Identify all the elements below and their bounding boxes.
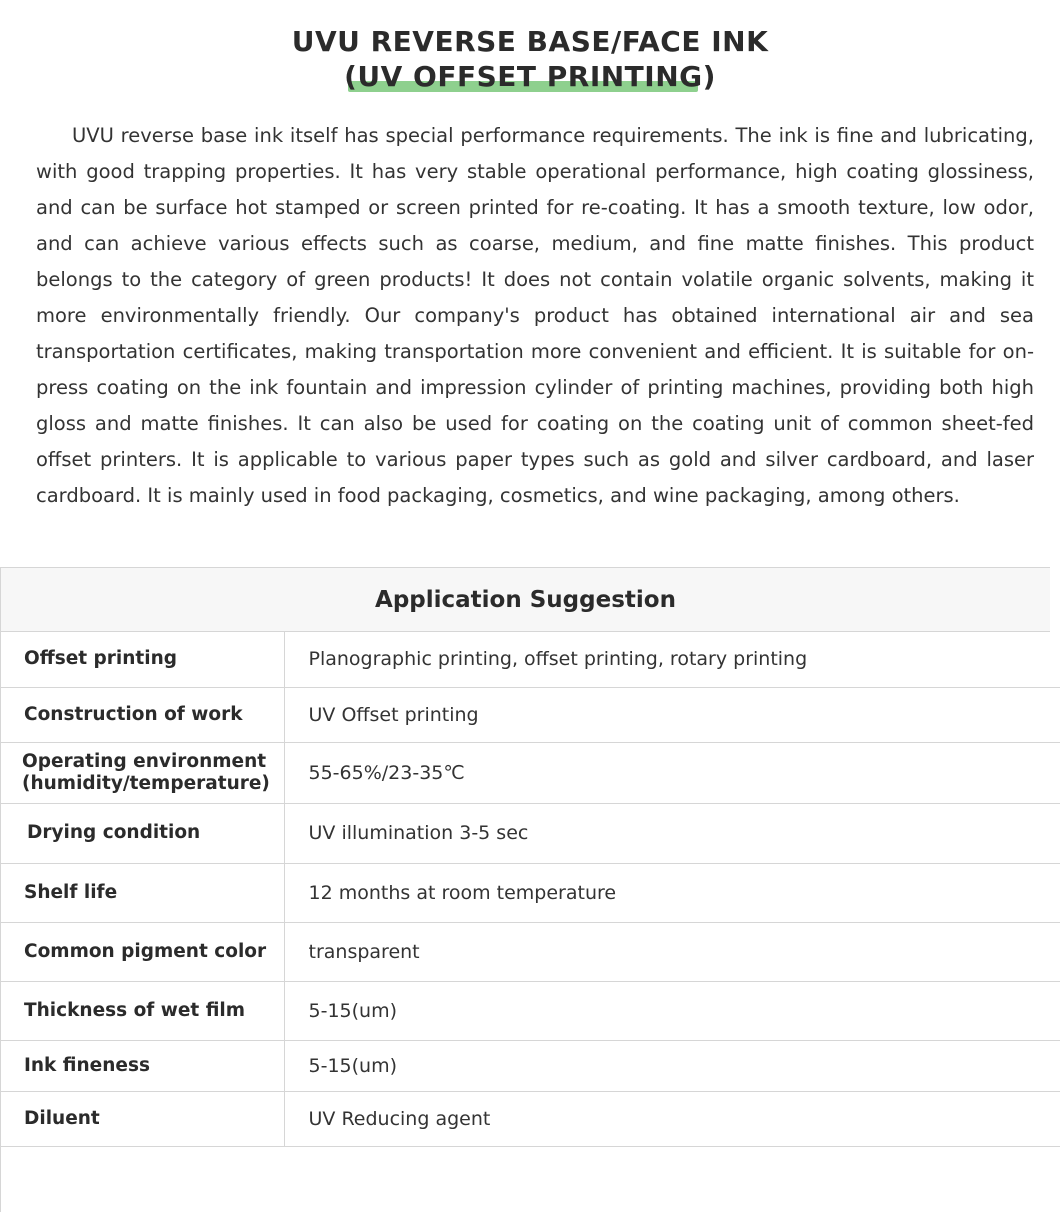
- row-label: Thickness of wet film: [1, 981, 284, 1040]
- table-row: [1, 632, 1060, 687]
- row-value: Planographic printing, offset printing, rotary printing: [284, 632, 1060, 687]
- table-header: Application Suggestion: [1, 567, 1050, 632]
- row-label: Shelf life: [1, 863, 284, 922]
- table-row: [1, 922, 1060, 981]
- table-row: [1, 1040, 1060, 1091]
- row-value: UV illumination 3-5 sec: [284, 803, 1060, 863]
- row-label: Drying condition: [1, 803, 284, 863]
- table-row: [1, 981, 1060, 1040]
- row-value: transparent: [284, 922, 1060, 981]
- row-value: 55-65%/23-35℃: [284, 742, 1060, 803]
- table-row: [1, 803, 1060, 863]
- row-value: 5-15(um): [284, 1040, 1060, 1091]
- title-line-1: UVU REVERSE BASE/FACE INK: [291, 25, 769, 58]
- row-label: Common pigment color: [1, 922, 284, 981]
- table-row: [1, 1091, 1060, 1146]
- row-value: UV Offset printing: [284, 687, 1060, 742]
- title-line-2-text: (UV OFFSET PRINTING): [344, 60, 716, 93]
- row-label: Operating environment (humidity/temperature): [1, 742, 284, 803]
- application-suggestion-table: [0, 567, 1060, 1212]
- page-title: [0, 24, 1060, 94]
- row-label: Offset printing: [1, 632, 284, 687]
- title-line-2: [344, 59, 716, 94]
- table-row: [1, 687, 1060, 742]
- row-label: Ink fineness: [1, 1040, 284, 1091]
- table-row: [1, 742, 1060, 803]
- intro-paragraph: UVU reverse base ink itself has special performance requirements. The ink is fine and lubricating, with good trapping properties. It has very stable operational performance, high coating glossiness, and can be surface hot stamped or screen printed for re-coating. It has a smooth texture, low odor, and can achieve various effects such as coarse, medium, and fine matte finishes. This product belongs to the category of green products! It does not contain volatile organic solvents, making it more environmentally friendly. Our company's product has obtained international air and sea transportation certificates, making transportation more convenient and efficient. It is suitable for on-press coating on the ink fountain and impression cylinder of printing machines, providing both high gloss and matte finishes. It can also be used for coating on the coating unit of common sheet-fed offset printers. It is applicable to various paper types such as gold and silver cardboard, and laser cardboard. It is mainly used in food packaging, cosmetics, and wine packaging, among others.: [36, 124, 1034, 507]
- spec-table: [1, 632, 1060, 1147]
- row-value: UV Reducing agent: [284, 1091, 1060, 1146]
- row-label: Construction of work: [1, 687, 284, 742]
- table-row: [1, 863, 1060, 922]
- row-label: Diluent: [1, 1091, 284, 1146]
- row-value: 12 months at room temperature: [284, 863, 1060, 922]
- row-value: 5-15(um): [284, 981, 1060, 1040]
